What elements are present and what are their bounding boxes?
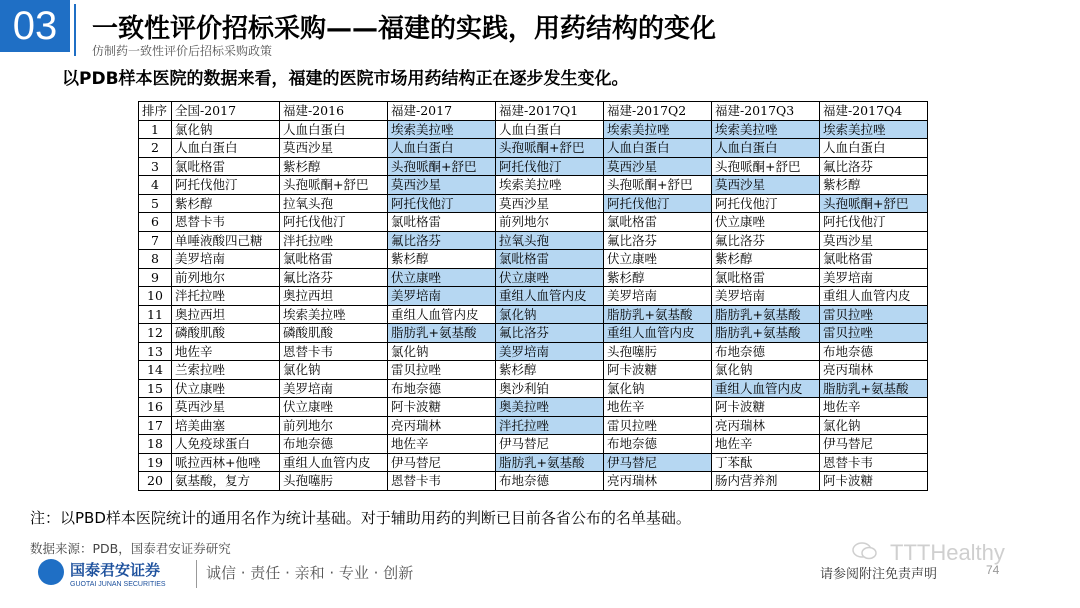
- rank-cell: 16: [139, 398, 172, 417]
- drug-name-cell: 阿托伐他汀: [280, 213, 388, 232]
- company-logo: [38, 557, 188, 593]
- column-header: 福建-2017Q1: [496, 102, 604, 121]
- drug-name-cell: 埃索美拉唑: [388, 120, 496, 139]
- table-header-row: [139, 102, 928, 121]
- drug-name-cell: 脂肪乳+氨基酸: [712, 305, 820, 324]
- rank-cell: 19: [139, 453, 172, 472]
- watermark: TTTHealthy: [890, 540, 1005, 565]
- table-row: [139, 231, 928, 250]
- drug-name-cell: 氯化钠: [820, 416, 928, 435]
- drug-name-cell: 紫杉醇: [712, 250, 820, 269]
- drug-name-cell: 阿卡波糖: [604, 361, 712, 380]
- drug-name-cell: 布地奈德: [388, 379, 496, 398]
- wechat-icon: [852, 541, 878, 561]
- drug-name-cell: 阿托伐他汀: [712, 194, 820, 213]
- drug-name-cell: 亮丙瑞林: [712, 416, 820, 435]
- rank-cell: 2: [139, 139, 172, 158]
- drug-name-cell: 阿卡波糖: [712, 398, 820, 417]
- rank-cell: 5: [139, 194, 172, 213]
- drug-name-cell: 伏立康唑: [496, 268, 604, 287]
- drug-name-cell: 紫杉醇: [604, 268, 712, 287]
- drug-name-cell: 埃索美拉唑: [604, 120, 712, 139]
- drug-name-cell: 氯化钠: [388, 342, 496, 361]
- drug-name-cell: 氯吡格雷: [604, 213, 712, 232]
- drug-name-cell: 头孢噻肟: [280, 472, 388, 491]
- drug-name-cell: 脂肪乳+氨基酸: [604, 305, 712, 324]
- drug-name-cell: 恩替卡韦: [820, 453, 928, 472]
- table-row: [139, 287, 928, 306]
- drug-name-cell: 美罗培南: [496, 342, 604, 361]
- drug-name-cell: 泮托拉唑: [496, 416, 604, 435]
- footnote: 注：以PBD样本医院统计的通用名作为统计基础。对于辅助用药的判断已目前各省公布的名单基础。: [30, 509, 691, 527]
- table-row: [139, 379, 928, 398]
- drug-name-cell: 头孢哌酮+舒巴: [388, 157, 496, 176]
- column-header: 福建-2017Q2: [604, 102, 712, 121]
- drug-name-cell: 莫西沙星: [496, 194, 604, 213]
- table-row: [139, 139, 928, 158]
- table-body: [139, 120, 928, 490]
- column-header: 排序: [139, 102, 172, 121]
- drug-name-cell: 头孢哌酮+舒巴: [280, 176, 388, 195]
- drug-name-cell: 莫西沙星: [388, 176, 496, 195]
- table-row: [139, 176, 928, 195]
- drug-name-cell: 氟比洛芬: [820, 157, 928, 176]
- drug-name-cell: 阿卡波糖: [388, 398, 496, 417]
- drug-name-cell: 美罗培南: [604, 287, 712, 306]
- drug-name-cell: 雷贝拉唑: [604, 416, 712, 435]
- rank-cell: 7: [139, 231, 172, 250]
- page-subtitle: 仿制药一致性评价后招标采购政策: [92, 44, 273, 58]
- rank-cell: 18: [139, 435, 172, 454]
- logo-icon: [38, 559, 64, 585]
- drug-name-cell: 氯化钠: [280, 361, 388, 380]
- rank-cell: 4: [139, 176, 172, 195]
- drug-name-cell: 莫西沙星: [172, 398, 280, 417]
- drug-name-cell: 人血白蛋白: [604, 139, 712, 158]
- drug-name-cell: 莫西沙星: [820, 231, 928, 250]
- drug-name-cell: 布地奈德: [712, 342, 820, 361]
- drug-name-cell: 氯化钠: [604, 379, 712, 398]
- drug-name-cell: 莫西沙星: [604, 157, 712, 176]
- drug-name-cell: 重组人血管内皮: [280, 453, 388, 472]
- drug-name-cell: 阿托伐他汀: [496, 157, 604, 176]
- drug-name-cell: 磷酸肌酸: [172, 324, 280, 343]
- drug-name-cell: 恩替卡韦: [388, 472, 496, 491]
- rank-cell: 17: [139, 416, 172, 435]
- data-source: 数据来源：PDB，国泰君安证券研究: [30, 541, 231, 556]
- table-row: [139, 157, 928, 176]
- drug-name-cell: 丁苯酞: [712, 453, 820, 472]
- drug-name-cell: 奥拉西坦: [280, 287, 388, 306]
- drug-name-cell: 氟比洛芬: [388, 231, 496, 250]
- drug-name-cell: 紫杉醇: [172, 194, 280, 213]
- drug-name-cell: 头孢哌酮+舒巴: [820, 194, 928, 213]
- drug-name-cell: 头孢噻肟: [604, 342, 712, 361]
- headline: 以PDB样本医院的数据来看，福建的医院市场用药结构正在逐步发生变化。: [62, 69, 629, 89]
- table-row: [139, 342, 928, 361]
- drug-name-cell: 埃索美拉唑: [712, 120, 820, 139]
- drug-name-cell: 氯化钠: [712, 361, 820, 380]
- drug-name-cell: 拉氧头孢: [496, 231, 604, 250]
- drug-name-cell: 地佐辛: [712, 435, 820, 454]
- drug-name-cell: 氯吡格雷: [280, 250, 388, 269]
- drug-name-cell: 氯吡格雷: [388, 213, 496, 232]
- drug-name-cell: 氯吡格雷: [820, 250, 928, 269]
- drug-name-cell: 伏立康唑: [712, 213, 820, 232]
- drug-name-cell: 头孢哌酮+舒巴: [712, 157, 820, 176]
- drug-name-cell: 人血白蛋白: [496, 120, 604, 139]
- drug-name-cell: 伊马替尼: [604, 453, 712, 472]
- drug-name-cell: 奥拉西坦: [172, 305, 280, 324]
- drug-name-cell: 重组人血管内皮: [604, 324, 712, 343]
- table-row: [139, 213, 928, 232]
- logo-name-cn: 国泰君安证券: [70, 561, 161, 579]
- table-row: [139, 324, 928, 343]
- drug-name-cell: 头孢哌酮+舒巴: [604, 176, 712, 195]
- drug-name-cell: 氟比洛芬: [712, 231, 820, 250]
- drug-name-cell: 培美曲塞: [172, 416, 280, 435]
- drug-name-cell: 氟比洛芬: [604, 231, 712, 250]
- drug-name-cell: 紫杉醇: [820, 176, 928, 195]
- drug-name-cell: 人血白蛋白: [712, 139, 820, 158]
- rank-cell: 8: [139, 250, 172, 269]
- drug-name-cell: 重组人血管内皮: [712, 379, 820, 398]
- column-header: 福建-2017: [388, 102, 496, 121]
- drug-name-cell: 美罗培南: [712, 287, 820, 306]
- section-number: 03: [0, 0, 70, 52]
- drug-name-cell: 雷贝拉唑: [820, 305, 928, 324]
- drug-name-cell: 奥美拉唑: [496, 398, 604, 417]
- drug-name-cell: 脂肪乳+氨基酸: [820, 379, 928, 398]
- drug-name-cell: 阿托伐他汀: [172, 176, 280, 195]
- rank-cell: 1: [139, 120, 172, 139]
- rank-cell: 20: [139, 472, 172, 491]
- drug-name-cell: 氯化钠: [172, 120, 280, 139]
- rank-cell: 10: [139, 287, 172, 306]
- drug-name-cell: 雷贝拉唑: [388, 361, 496, 380]
- page-number: 74: [986, 563, 1000, 577]
- drug-name-cell: 布地奈德: [820, 342, 928, 361]
- drug-name-cell: 地佐辛: [172, 342, 280, 361]
- drug-name-cell: 莫西沙星: [280, 139, 388, 158]
- drug-name-cell: 氯化钠: [496, 305, 604, 324]
- rank-cell: 15: [139, 379, 172, 398]
- drug-name-cell: 泮托拉唑: [280, 231, 388, 250]
- drug-name-cell: 奥沙利铂: [496, 379, 604, 398]
- drug-name-cell: 前列地尔: [496, 213, 604, 232]
- drug-name-cell: 美罗培南: [820, 268, 928, 287]
- column-header: 福建-2017Q4: [820, 102, 928, 121]
- column-header: 福建-2017Q3: [712, 102, 820, 121]
- drug-name-cell: 人免疫球蛋白: [172, 435, 280, 454]
- drug-name-cell: 磷酸肌酸: [280, 324, 388, 343]
- drug-name-cell: 人血白蛋白: [388, 139, 496, 158]
- drug-name-cell: 前列地尔: [280, 416, 388, 435]
- drug-name-cell: 伊马替尼: [496, 435, 604, 454]
- drug-name-cell: 美罗培南: [280, 379, 388, 398]
- footer-divider: [196, 560, 197, 588]
- drug-name-cell: 阿卡波糖: [820, 472, 928, 491]
- drug-name-cell: 地佐辛: [820, 398, 928, 417]
- drug-name-cell: 伏立康唑: [604, 250, 712, 269]
- drug-name-cell: 兰索拉唑: [172, 361, 280, 380]
- table-row: [139, 453, 928, 472]
- drug-name-cell: 阿托伐他汀: [604, 194, 712, 213]
- drug-name-cell: 亮丙瑞林: [604, 472, 712, 491]
- table-row: [139, 250, 928, 269]
- rank-cell: 9: [139, 268, 172, 287]
- drug-name-cell: 伊马替尼: [388, 453, 496, 472]
- drug-name-cell: 雷贝拉唑: [820, 324, 928, 343]
- rank-cell: 3: [139, 157, 172, 176]
- drug-name-cell: 亮丙瑞林: [388, 416, 496, 435]
- drug-name-cell: 伏立康唑: [388, 268, 496, 287]
- drug-name-cell: 泮托拉唑: [172, 287, 280, 306]
- drug-name-cell: 重组人血管内皮: [820, 287, 928, 306]
- drug-name-cell: 埃索美拉唑: [280, 305, 388, 324]
- table-row: [139, 398, 928, 417]
- drug-name-cell: 人血白蛋白: [280, 120, 388, 139]
- drug-name-cell: 亮丙瑞林: [820, 361, 928, 380]
- drug-name-cell: 布地奈德: [604, 435, 712, 454]
- logo-name-en: GUOTAI JUNAN SECURITIES: [70, 581, 166, 588]
- column-header: 福建-2016: [280, 102, 388, 121]
- slogan: 诚信 · 责任 · 亲和 · 专业 · 创新: [206, 564, 414, 582]
- table-row: [139, 268, 928, 287]
- drug-name-cell: 紫杉醇: [496, 361, 604, 380]
- table-row: [139, 416, 928, 435]
- drug-name-cell: 阿托伐他汀: [820, 213, 928, 232]
- drug-name-cell: 氯吡格雷: [172, 157, 280, 176]
- table-row: [139, 305, 928, 324]
- drug-name-cell: 地佐辛: [604, 398, 712, 417]
- drug-name-cell: 人血白蛋白: [172, 139, 280, 158]
- drug-name-cell: 恩替卡韦: [172, 213, 280, 232]
- drug-name-cell: 前列地尔: [172, 268, 280, 287]
- drug-name-cell: 莫西沙星: [712, 176, 820, 195]
- drug-name-cell: 头孢哌酮+舒巴: [496, 139, 604, 158]
- drug-name-cell: 美罗培南: [172, 250, 280, 269]
- drug-name-cell: 重组人血管内皮: [496, 287, 604, 306]
- drug-name-cell: 重组人血管内皮: [388, 305, 496, 324]
- rank-cell: 13: [139, 342, 172, 361]
- rank-cell: 6: [139, 213, 172, 232]
- drug-name-cell: 恩替卡韦: [280, 342, 388, 361]
- drug-name-cell: 布地奈德: [496, 472, 604, 491]
- drug-name-cell: 哌拉西林+他唑: [172, 453, 280, 472]
- table-row: [139, 435, 928, 454]
- drug-name-cell: 埃索美拉唑: [820, 120, 928, 139]
- drug-name-cell: 脂肪乳+氨基酸: [712, 324, 820, 343]
- column-header: 全国-2017: [172, 102, 280, 121]
- drug-name-cell: 氟比洛芬: [280, 268, 388, 287]
- drug-name-cell: 肠内营养剂: [712, 472, 820, 491]
- table-row: [139, 472, 928, 491]
- drug-name-cell: 紫杉醇: [388, 250, 496, 269]
- drug-name-cell: 布地奈德: [280, 435, 388, 454]
- rank-cell: 11: [139, 305, 172, 324]
- rank-cell: 12: [139, 324, 172, 343]
- drug-name-cell: 伏立康唑: [172, 379, 280, 398]
- drug-name-cell: 伏立康唑: [280, 398, 388, 417]
- drug-name-cell: 单唾液酸四己糖: [172, 231, 280, 250]
- drug-name-cell: 氯吡格雷: [712, 268, 820, 287]
- drug-name-cell: 脂肪乳+氨基酸: [496, 453, 604, 472]
- ranking-table: [138, 101, 928, 491]
- drug-name-cell: 脂肪乳+氨基酸: [388, 324, 496, 343]
- drug-name-cell: 美罗培南: [388, 287, 496, 306]
- drug-name-cell: 埃索美拉唑: [496, 176, 604, 195]
- drug-name-cell: 氨基酸，复方: [172, 472, 280, 491]
- header-divider: [74, 4, 76, 56]
- drug-name-cell: 氯吡格雷: [496, 250, 604, 269]
- table-row: [139, 120, 928, 139]
- page-title: 一致性评价招标采购——福建的实践，用药结构的变化: [92, 14, 717, 44]
- table-row: [139, 194, 928, 213]
- drug-name-cell: 阿托伐他汀: [388, 194, 496, 213]
- drug-name-cell: 紫杉醇: [280, 157, 388, 176]
- drug-name-cell: 伊马替尼: [820, 435, 928, 454]
- drug-name-cell: 拉氧头孢: [280, 194, 388, 213]
- drug-name-cell: 地佐辛: [388, 435, 496, 454]
- drug-name-cell: 人血白蛋白: [820, 139, 928, 158]
- table-row: [139, 361, 928, 380]
- disclaimer: 请参阅附注免责声明: [820, 567, 938, 582]
- rank-cell: 14: [139, 361, 172, 380]
- drug-name-cell: 氟比洛芬: [496, 324, 604, 343]
